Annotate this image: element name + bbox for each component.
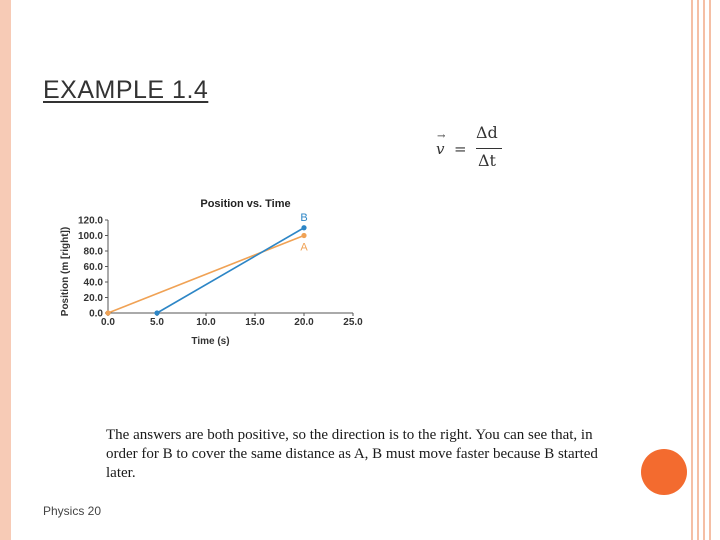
x-tick-label: 20.0 [294, 317, 314, 328]
y-axis-label: Position (m [right]) [60, 226, 71, 317]
series-point-a [105, 310, 110, 315]
y-tick-label: 60.0 [83, 262, 103, 273]
series-label-a: A [300, 241, 308, 254]
series-point-b [301, 225, 306, 230]
series-label-b: B [300, 211, 308, 224]
right-decorative-border [688, 0, 720, 540]
x-tick-label: 10.0 [196, 317, 216, 328]
series-line-a [108, 236, 304, 314]
x-tick-label: 15.0 [245, 317, 265, 328]
formula-numerator: Δd [476, 123, 498, 142]
y-tick-label: 20.0 [83, 293, 103, 304]
series-point-a [301, 233, 306, 238]
chart-title: Position vs. Time [200, 198, 291, 210]
y-tick-label: 0.0 [89, 308, 103, 320]
series-line-b [157, 228, 304, 313]
formula-denominator: Δt [478, 151, 496, 170]
fraction-bar [476, 148, 502, 149]
orange-circle-decoration [641, 449, 687, 495]
vector-arrow-icon: → [437, 131, 446, 142]
explanation-paragraph: The answers are both positive, so the direction is to the right. You can see that, in order for B to cover the same distance as A, B must move faster because B started later. [106, 427, 598, 481]
y-tick-label: 120.0 [77, 215, 103, 227]
y-tick-label: 40.0 [83, 277, 103, 289]
position-time-chart [50, 193, 380, 353]
footer-text: Physics 20 [43, 504, 102, 518]
x-tick-label: 0.0 [101, 317, 115, 328]
y-tick-label: 80.0 [83, 246, 103, 258]
series-point-b [154, 310, 159, 315]
x-tick-label: 5.0 [150, 317, 164, 328]
velocity-formula [436, 120, 516, 180]
x-tick-label: 25.0 [343, 317, 363, 328]
x-axis-label: Time (s) [191, 336, 230, 347]
left-decorative-border [0, 0, 11, 540]
y-tick-label: 100.0 [77, 231, 103, 242]
slide-title: EXAMPLE 1.4 [43, 76, 209, 104]
formula-equals: = [454, 140, 467, 158]
formula-velocity: v [436, 140, 445, 158]
